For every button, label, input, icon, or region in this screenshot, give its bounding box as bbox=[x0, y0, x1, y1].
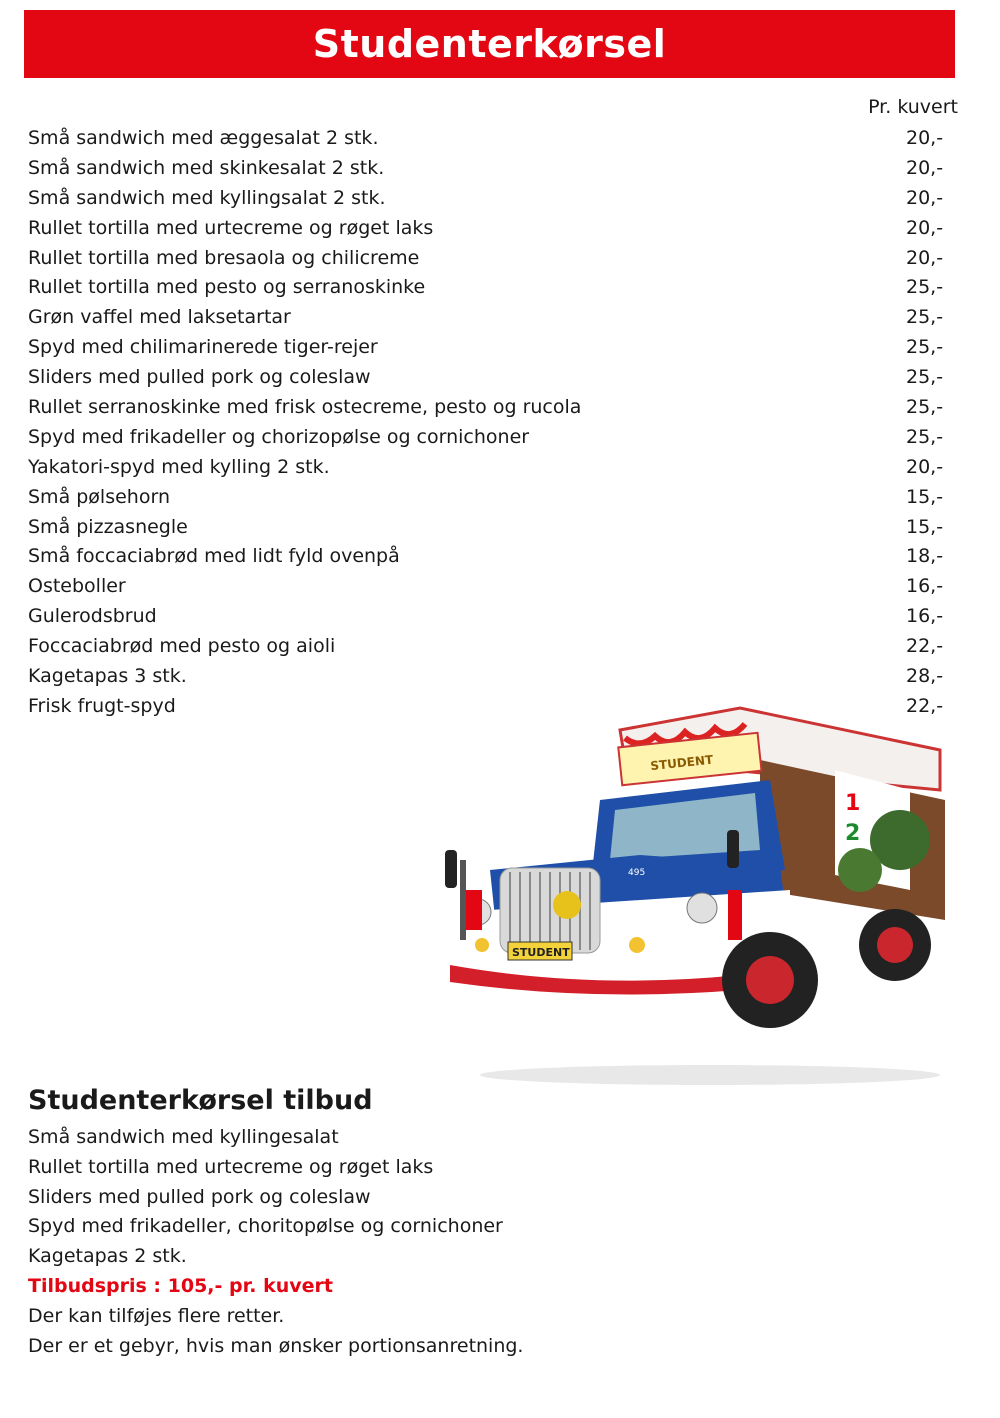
offer-section bbox=[28, 1083, 728, 1361]
menu-item bbox=[28, 333, 950, 363]
roof-sign-text: STUDENT bbox=[649, 752, 714, 774]
menu-item-price: 20,- bbox=[906, 246, 944, 269]
menu-item-name: Foccaciabrød med pesto og aioli bbox=[28, 635, 336, 658]
menu-item-price: 16,- bbox=[906, 575, 944, 598]
menu-item bbox=[28, 273, 950, 303]
menu-item-name: Gulerodsbrud bbox=[28, 605, 157, 628]
menu-item-price: 25,- bbox=[906, 336, 944, 359]
offer-item: Sliders med pulled pork og coleslaw bbox=[28, 1185, 371, 1208]
student-truck-image bbox=[440, 690, 960, 1090]
menu-item bbox=[28, 184, 950, 214]
menu-item-price: 16,- bbox=[906, 605, 944, 628]
menu-item-name: Små sandwich med skinkesalat 2 stk. bbox=[28, 156, 385, 179]
menu-item bbox=[28, 423, 950, 453]
menu-item-name: Små sandwich med kyllingsalat 2 stk. bbox=[28, 186, 386, 209]
menu-item-price: 25,- bbox=[906, 366, 944, 389]
menu-item-price: 25,- bbox=[906, 396, 944, 419]
menu-item-price: 22,- bbox=[906, 694, 944, 717]
foglight-right bbox=[629, 937, 645, 953]
menu-item bbox=[28, 214, 950, 244]
menu-item-name: Rullet serranoskinke med frisk ostecreme, pesto og rucola bbox=[28, 396, 582, 419]
offer-price: Tilbudspris : 105,- pr. kuvert bbox=[28, 1274, 334, 1297]
menu-item bbox=[28, 363, 950, 393]
menu-item-name: Spyd med chilimarinerede tiger-rejer bbox=[28, 336, 378, 359]
menu-item-price: 20,- bbox=[906, 455, 944, 478]
menu-item-name: Små sandwich med æggesalat 2 stk. bbox=[28, 127, 379, 149]
menu-item bbox=[28, 662, 950, 692]
menu-item-price: 20,- bbox=[906, 156, 944, 179]
menu-item bbox=[28, 513, 950, 543]
menu-item-name: Grøn vaffel med laksetartar bbox=[28, 306, 291, 329]
offer-note-fee: Der er et gebyr, hvis man ønsker portionsanretning. bbox=[28, 1334, 524, 1357]
truck-emblem bbox=[553, 891, 581, 919]
menu-item-name: Små foccaciabrød med lidt fyld ovenpå bbox=[28, 545, 400, 568]
menu-item-price: 20,- bbox=[906, 186, 944, 209]
license-plate-text: STUDENT bbox=[512, 946, 570, 959]
offer-list bbox=[28, 1123, 728, 1272]
offer-item: Kagetapas 2 stk. bbox=[28, 1245, 187, 1268]
offer-title: Studenterkørsel tilbud bbox=[28, 1085, 373, 1116]
menu-item-price: 28,- bbox=[906, 665, 944, 688]
offer-item: Små sandwich med kyllingesalat bbox=[28, 1126, 339, 1148]
menu-item-name: Små pølsehorn bbox=[28, 485, 170, 508]
menu-item bbox=[28, 154, 950, 184]
menu-item-name: Sliders med pulled pork og coleslaw bbox=[28, 366, 371, 389]
mirror-right bbox=[727, 830, 739, 868]
menu-item-name: Rullet tortilla med pesto og serranoskinke bbox=[28, 276, 426, 299]
menu-item-price: 25,- bbox=[906, 306, 944, 329]
menu-item bbox=[28, 602, 950, 632]
menu-item-price: 15,- bbox=[906, 485, 944, 508]
menu-item bbox=[28, 632, 950, 662]
menu-item-name: Frisk frugt-spyd bbox=[28, 694, 176, 717]
truck-shadow bbox=[480, 1065, 940, 1085]
page-title: Studenterkørsel bbox=[312, 22, 667, 66]
front-wheel-hub bbox=[746, 956, 794, 1004]
menu-item bbox=[28, 453, 950, 483]
menu-item-name: Rullet tortilla med bresaola og chilicreme bbox=[28, 246, 420, 269]
mirror-left bbox=[445, 850, 457, 888]
menu-item-price: 22,- bbox=[906, 635, 944, 658]
menu-item bbox=[28, 542, 950, 572]
menu-item bbox=[28, 124, 950, 154]
menu-item bbox=[28, 572, 950, 602]
truck-number: 495 bbox=[628, 868, 646, 878]
title-banner bbox=[24, 10, 955, 78]
menu-item-price: 15,- bbox=[906, 515, 944, 538]
menu-list bbox=[28, 124, 950, 722]
menu-item-price: 25,- bbox=[906, 425, 944, 448]
flag-left bbox=[466, 890, 482, 930]
menu-item bbox=[28, 244, 950, 274]
offer-item: Spyd med frikadeller, choritopølse og cornichoner bbox=[28, 1215, 503, 1238]
rear-wheel-hub bbox=[877, 927, 913, 963]
menu-item-name: Rullet tortilla med urtecreme og røget laks bbox=[28, 216, 434, 239]
menu-item-price: 20,- bbox=[906, 216, 944, 239]
menu-item-name: Yakatori-spyd med kylling 2 stk. bbox=[28, 455, 330, 478]
menu-item-name: Osteboller bbox=[28, 575, 126, 598]
menu-item-name: Kagetapas 3 stk. bbox=[28, 665, 187, 688]
menu-item bbox=[28, 393, 950, 423]
menu-item-price: 25,- bbox=[906, 276, 944, 299]
offer-item: Rullet tortilla med urtecreme og røget laks bbox=[28, 1155, 434, 1178]
cargo-digit-1: 1 bbox=[845, 791, 861, 816]
menu-item-name: Spyd med frikadeller og chorizopølse og cornichoner bbox=[28, 425, 530, 448]
menu-item-name: Små pizzasnegle bbox=[28, 515, 188, 538]
price-column-header: Pr. kuvert bbox=[868, 96, 958, 118]
headlight-right bbox=[687, 893, 717, 923]
greenery-2 bbox=[838, 848, 882, 892]
flag-pole bbox=[460, 860, 466, 940]
offer-note-extra-dishes: Der kan tilføjes flere retter. bbox=[28, 1304, 285, 1327]
flag-right bbox=[728, 890, 742, 940]
cargo-digit-2: 2 bbox=[845, 821, 861, 846]
menu-item-price: 20,- bbox=[906, 127, 944, 149]
foglight-left bbox=[475, 938, 489, 952]
menu-item bbox=[28, 483, 950, 513]
menu-item bbox=[28, 303, 950, 333]
menu-item-price: 18,- bbox=[906, 545, 944, 568]
